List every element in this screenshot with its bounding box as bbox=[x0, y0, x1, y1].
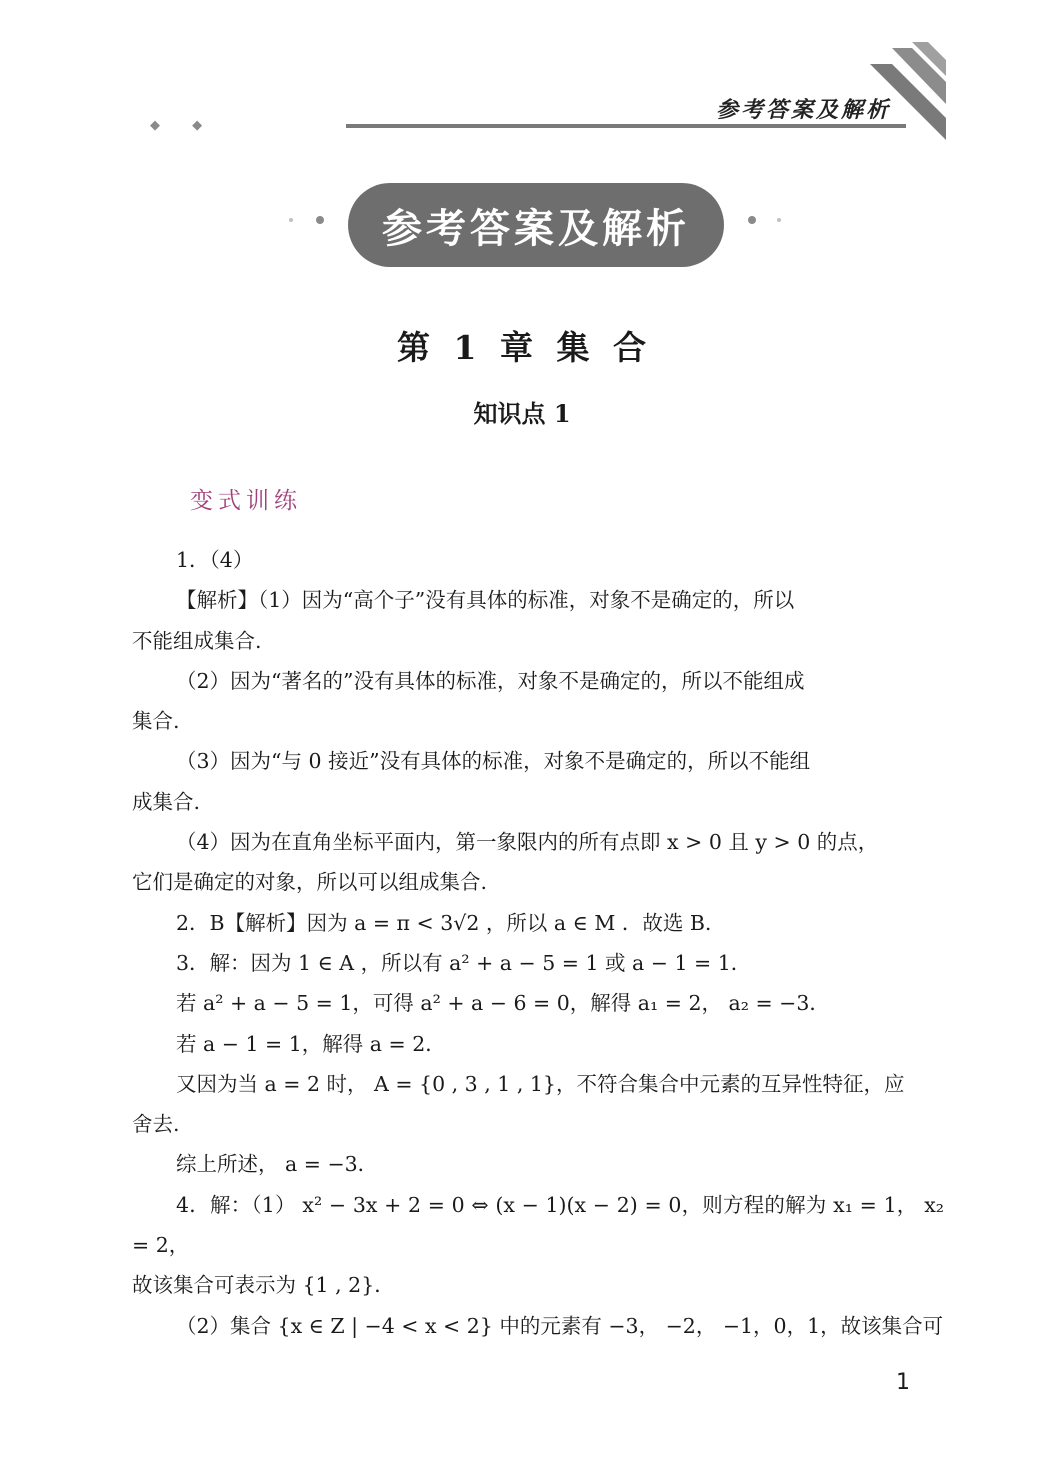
text-line: 集合. bbox=[132, 709, 180, 734]
text-line: （2）集合 {x ∈ Z | −4 < x < 2} 中的元素有 −3， −2， −1，0，1，故该集合可 bbox=[176, 1313, 944, 1338]
page-number: 1 bbox=[896, 1370, 910, 1395]
text-line: 它们是确定的对象，所以可以组成集合. bbox=[132, 870, 488, 895]
text-line: （4）因为在直角坐标平面内，第一象限内的所有点即 x > 0 且 y > 0 的点， bbox=[176, 830, 879, 855]
answer-content bbox=[132, 540, 944, 1346]
text-line: 综上所述， a = −3． bbox=[176, 1152, 379, 1177]
text-line: 故该集合可表示为 {1 , 2}． bbox=[132, 1273, 395, 1298]
banner-dot bbox=[748, 216, 756, 224]
chapter-title: 第 1 章 集 合 bbox=[397, 328, 647, 367]
banner bbox=[348, 183, 724, 267]
banner-dot bbox=[777, 218, 781, 222]
text-line: 1．（4） bbox=[176, 548, 254, 572]
text-line: 3．解：因为 1 ∈ A ，所以有 a² + a − 5 = 1 或 a − 1 = 1． bbox=[176, 950, 752, 975]
text-line: 4．解：（1） x² − 3x + 2 = 0 ⇔ (x − 1)(x − 2) = 0，则方程的解为 x₁ = 1， x₂ = 2， bbox=[132, 1192, 944, 1258]
text-line: 【解析】（1）因为“高个子”没有具体的标准，对象不是确定的，所以 bbox=[176, 588, 795, 613]
text-line: 又因为当 a = 2 时， A = {0 , 3 , 1 , 1}，不符合集合中元素的互异性特征，应 bbox=[176, 1071, 905, 1096]
knowledge-point-title: 知识点 1 bbox=[473, 399, 571, 428]
text-line: （3）因为“与 0 接近”没有具体的标准，对象不是确定的，所以不能组 bbox=[176, 749, 811, 774]
header-rule bbox=[346, 124, 906, 128]
text-line: 成集合. bbox=[132, 789, 201, 814]
text-line: （2）因为“著名的”没有具体的标准，对象不是确定的，所以不能组成 bbox=[176, 668, 805, 693]
text-line: 若 a² + a − 5 = 1，可得 a² + a − 6 = 0，解得 a₁ = 2， a₂ = −3． bbox=[176, 991, 830, 1016]
banner-dot bbox=[316, 216, 324, 224]
header-title: 参考答案及解析 bbox=[716, 97, 892, 123]
section-title: 变式训练 bbox=[190, 488, 302, 514]
banner-dot bbox=[289, 218, 293, 222]
text-line: 2．B【解析】因为 a = π < 3√2 ，所以 a ∈ M ．故选 B. bbox=[176, 910, 712, 935]
banner-title: 参考答案及解析 bbox=[382, 205, 690, 252]
text-line: 舍去. bbox=[132, 1112, 180, 1137]
text-line: 不能组成集合. bbox=[132, 628, 262, 653]
corner-stripes-icon bbox=[862, 42, 946, 146]
text-line: 若 a − 1 = 1，解得 a = 2． bbox=[176, 1031, 446, 1056]
header-ornament: ◆ ◆ bbox=[150, 118, 217, 133]
